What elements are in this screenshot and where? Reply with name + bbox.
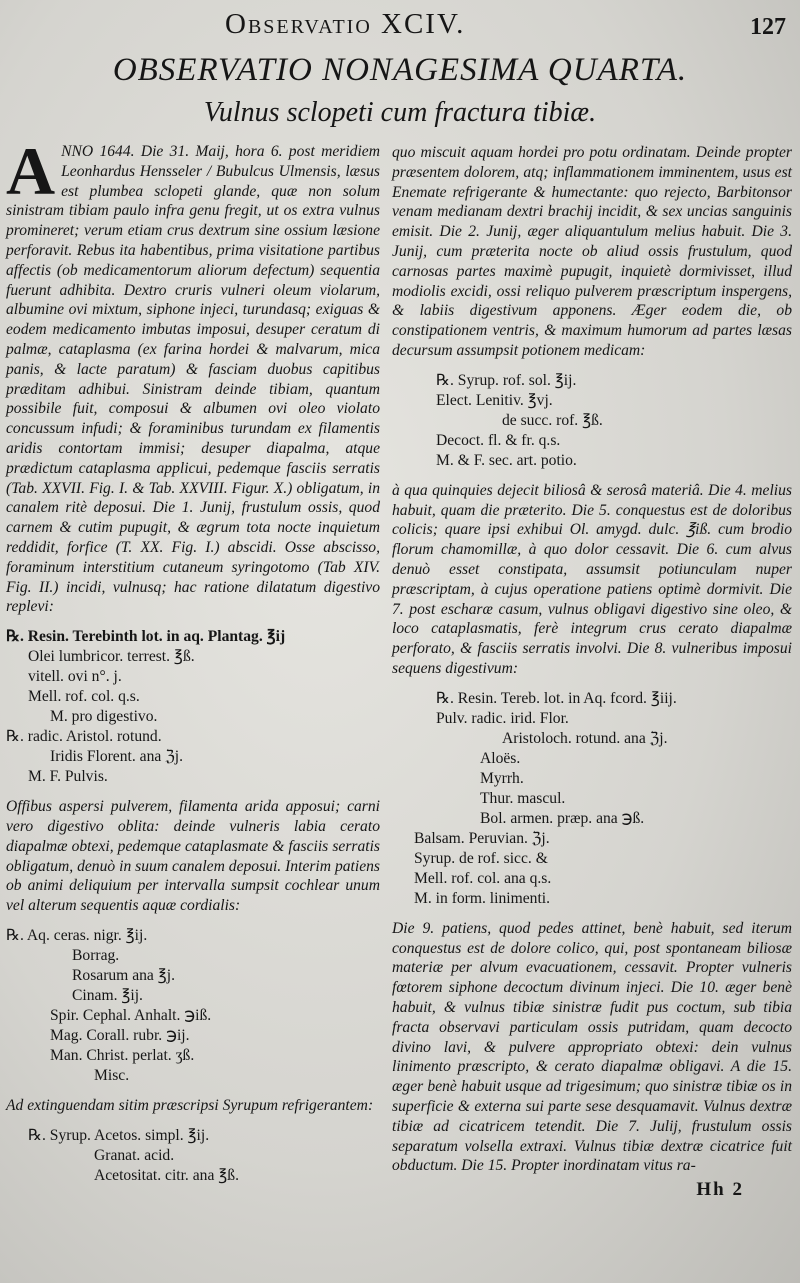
rx-line: Bol. armen. præp. ana ℈ß. [480,809,645,827]
left-column [6,133,380,1196]
intro-text: NNO 1644. Die 31. Maij, hora 6. post meridiem Leonhardus Hensseler / Bubulcus Ulmensis, læsus est plumbea sclopeti glande, quæ non solum sinistram tibiam paulo infra genu fregit, ut os extra vulnus promineret; verum etiam crus dextrum sine ossium læsione perforavit. Rebus ita habentibus, prima visitatione partibus affectis (ob medicamentorum aliorum defectum) sequentia fuerunt adhibita. Dextro cruris vulneri oleum violarum, albumine ovi mixtum, siphone injeci, turundasq; exiguas & eodem medicamento imbutas imposui, desuper ceratum di palmæ, cataplasma (ex farina hordei & malvarum, mica panis, & lacte paratum) & fasciam duobus capitibus præditam adhibui. Sinistram deinde tibiam, quantum possibile fuit, composui & albumen ovi oleo violato concussum infudi; & foraminibus turundam ex filamentis aridis contortam immisi; desuper diapalma, atque prædictum cataplasma applicui, pedemque fasciis serratis (Tab. XXVII. Fig. I. & Tab. XXVIII. Figur. X.) obligatum, in canalem ritè deposui. Die 1. Junij, frustulum ossis, quod carnem & cutim pupugit, & ægrum tota nocte inquietum reddidit, forfice (T. XX. Fig. I.) abscidi. Osse abscisso, foraminum interstitium cutaneum syringotomo (Tab XIV. Fig. II.) incidi, vulnusq; hac ratione dilatatum digestivo replevi: [6,143,380,616]
rx-line: Myrrh. [480,769,524,787]
paragraph: Ad extinguendam sitim præscripsi Syrupum refrigerantem: [6,1096,374,1114]
rx-line: M. in form. linimenti. [414,889,551,907]
rx-line: Cinam. ℥ij. [72,986,143,1004]
rx-line: Syrup. de rof. sicc. & [414,849,548,867]
rx-line: M. pro digestivo. [50,708,158,726]
paragraph: quo miscuit aquam hordei pro potu ordinatam. Deinde propter præsentem dolorem, atq; inflammationem imminentem, usus est Enemate refrigerante & humectante: quo rejecto, Barbitonsor venam medianam dextri brachij incidit, & sex uncias sanguinis emisit. Die 2. Junij, æger aliquantulum melius habuit. Die 3. Junij, cum præterita nocte ob aliud ossis frustulum, quod carnosas partes maximè pupugit, inquietè dormivisset, illud modiolis excidi, ossi reliquo pulverem præscriptum inspergens, & labiis digestivum apponens. Æger eodem die, ob constipationem ventris, & maximum humorum ad partes læsas decursum assumpsit potionem medicam: [392,144,792,359]
dropcap-initial: A [6,133,56,209]
paragraph: Offibus aspersi pulverem, filamenta arida apposui; carni vero digestivo oblita: deinde vulneris labia cerato diapalmæ obtexi, pedemque cataplasmate & fasciis serratis obligatum, denuò in suum canalem deposui. Interim patiens ob animi deliquium per intervalla sumpsit cochlear unum vel alterum sequentis aquæ cordialis: [6,798,380,915]
rx-line: Elect. Lenitiv. ℥vj. [436,391,553,409]
rx-line: Mell. rof. col. q.s. [28,688,140,706]
prescription-liniment [392,689,792,909]
observation-subtitle: Vulnus sclopeti cum fractura tibiæ. [203,97,597,128]
rx-line: vitell. ovi n°. j. [28,668,122,686]
paragraph: Die 9. patiens, quod pedes attinet, benè habuit, sed iterum conquestus est de dolore colico, qui, post spontaneam biliosæ materiæ per alvum evacuationem, cessavit. Propter vulneris fœtorem siphone decoctum divinum injeci. Die 10. æger benè habuit, & vulnus tibiæ sinistræ fudit pus coctum, sub tibia fracta observavi particulam ossis putridam, quam decocto divino lavi, & pulvere appropriato obtexi: dein vulnus linimento præscripto, & cerato diapalmæ obligavi. A die 15. æger benè habuit usque ad trigesimum; quo sinistræ tibiæ os in superficie & externa sui parte sese desquamavit. Vulnus dextræ tibiæ ad cicatricem tetendit. Die 7. Julij, frustulum ossis separatum volsella extraxi. Vulnus tibiæ dextræ cicatrice fuit obductum. Die 15. Propter inordinatam vitus ra- [392,919,792,1175]
rx-line: ℞. radic. Aristol. rotund. [6,728,162,746]
prescription-syrup [6,1126,380,1186]
rx-line: Balsam. Peruvian. ℨj. [414,829,550,847]
rx-line: ℞. Syrup. Acetos. simpl. ℥ij. [28,1126,210,1144]
rx-line: Misc. [94,1066,130,1084]
rx-line: Borrag. [72,946,120,964]
rx-line: Granat. acid. [94,1146,175,1164]
rx-line: Aristoloch. rotund. ana ℨj. [502,729,668,747]
rx-line: Spir. Cephal. Anhalt. ℈iß. [50,1006,212,1024]
rx-line: Aloës. [480,749,521,767]
rx-line: ℞. Aq. ceras. nigr. ℥ij. [6,926,148,944]
rx-line: ℞. Resin. Tereb. lot. in Aq. fcord. ℥iij. [436,689,677,707]
rx-line: M. & F. sec. art. potio. [436,451,577,469]
rx-line: Mell. rof. col. ana q.s. [414,869,552,887]
paragraph: à qua quinquies dejecit biliosâ & serosâ materiâ. Die 4. melius habuit, quam die præterito. Die 5. conquestus est de doloribus colicis; quare ipsi exhibui Ol. amygd. dulc. ℥iß. cum brodio florum chamomillæ, à quo dolor cessavit. Die 6. cum alvus denuò esset constipata, assumsit potiunculam nuper præscriptam, à cujus operatione patiens optimè dormivit. Die 7. post escharæ casum, vulnus obligavi digestivo sine oleo, & loco cataplasmatis, ferè integrum crus cerato diapalmæ perforato, & fasciis serratis involvi. Die 8. vulneribus imposui sequens digestivum: [392,481,792,677]
rx-line: ℞. Syrup. rof. sol. ℥ij. [436,371,577,389]
rx-line: Thur. mascul. [480,789,566,807]
rx-line: ℞. Resin. Terebinth lot. in aq. Plantag. ℥ij [6,628,286,646]
rx-line: Olei lumbricor. terrest. ℥ß. [28,648,195,666]
page-number: 127 [750,14,786,40]
rx-line: Iridis Florent. ana ℨj. [50,748,184,766]
prescription-potion [392,371,792,471]
rx-line: Acetositat. citr. ana ℥ß. [94,1166,239,1184]
intro-paragraph [6,133,380,617]
rx-line: Mag. Corall. rubr. ℈ij. [50,1026,190,1044]
running-head: Observatio XCIV. [225,8,466,40]
rx-line: de succ. rof. ℥ß. [502,411,603,429]
right-column [392,143,792,1176]
rx-line: Pulv. radic. irid. Flor. [436,709,569,727]
observation-title: OBSERVATIO NONAGESIMA QUARTA. [112,52,688,88]
rx-line: Rosarum ana ℥j. [72,966,175,984]
rx-line: Decoct. fl. & fr. q.s. [436,431,561,449]
rx-line: M. F. Pulvis. [28,768,108,786]
signature-mark: Hh 2 [696,1179,744,1200]
prescription-cordial-water [6,926,380,1086]
prescription-digestive [6,627,380,787]
rx-line: Man. Christ. perlat. ʒß. [50,1046,195,1064]
